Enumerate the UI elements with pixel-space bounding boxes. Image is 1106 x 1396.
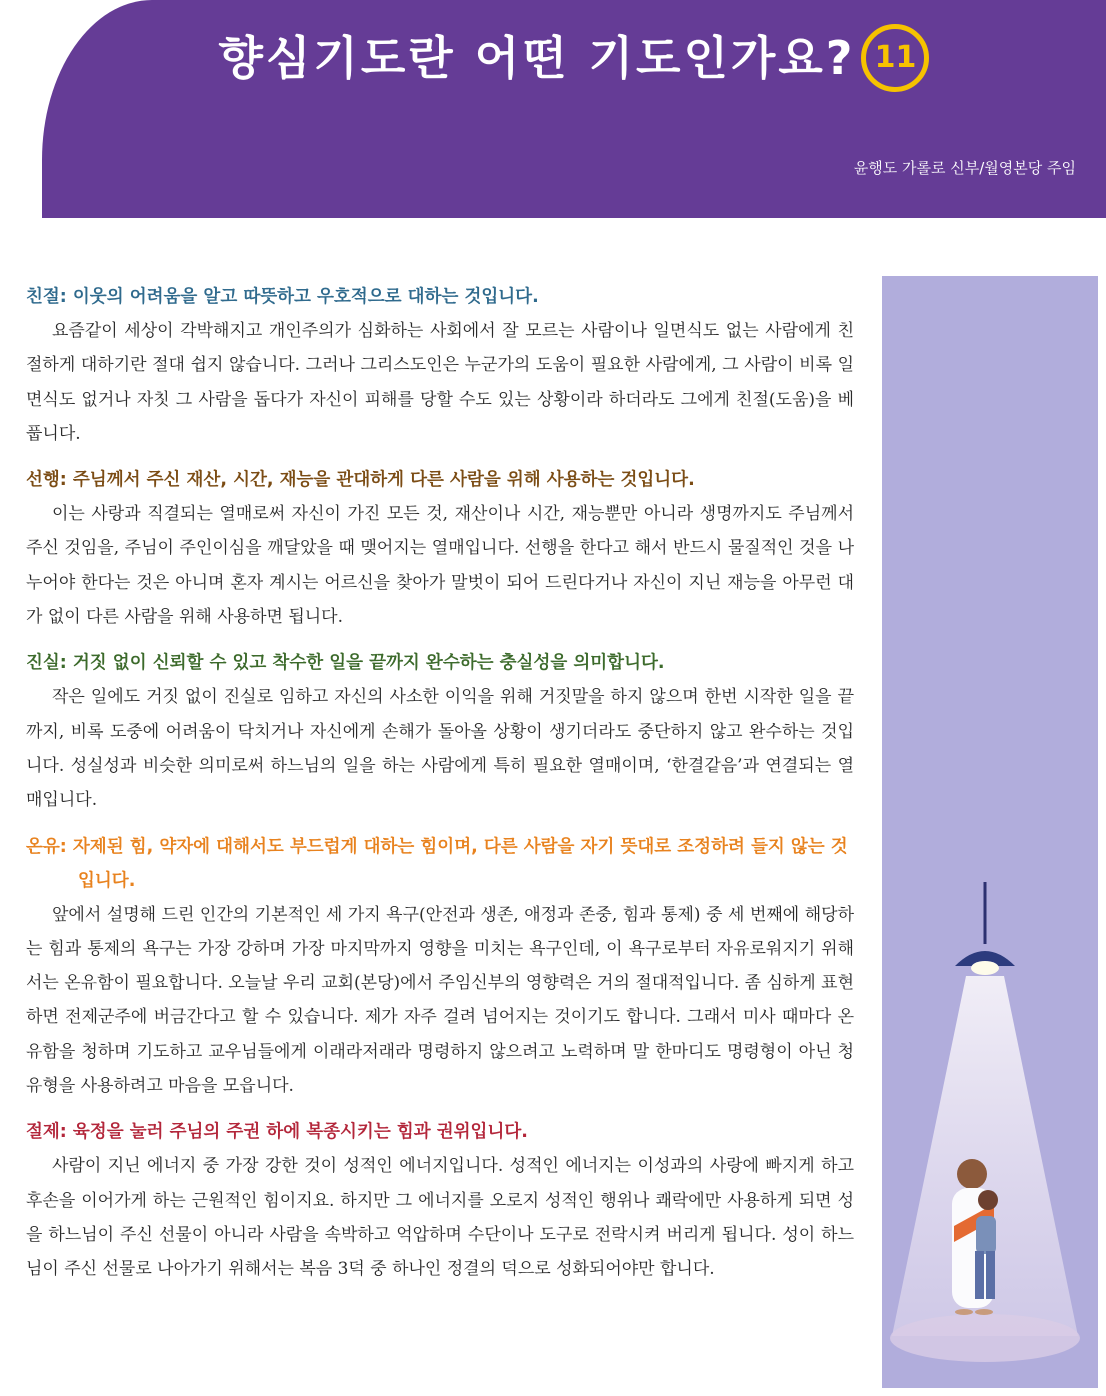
section-self-control	[26, 1115, 854, 1286]
section-body: 요즘같이 세상이 각박해지고 개인주의가 심화하는 사회에서 잘 모르는 사람이나 일면식도 없는 사람에게 친절하게 대하기란 절대 쉽지 않습니다. 그러나 그리스도인은 누군가의 도움이 필요한 사람에게, 그 사람이 비록 일면식도 없거나 자칫 그 사람을 돕다가 자신이 피해를 당할 수도 있는 상황이라 하더라도 그에게 친절(도움)을 베풉니다.	[26, 321, 854, 444]
side-illustration-panel	[882, 276, 1098, 1388]
page-title	[42, 22, 1106, 96]
lamp-bulb	[971, 961, 999, 975]
section-goodness	[26, 463, 854, 634]
light-pool	[890, 1314, 1080, 1362]
section-body: 사람이 지닌 에너지 중 가장 강한 것이 성적인 에너지입니다. 성적인 에너지는 이성과의 사랑에 빠지게 하고 후손을 이어가게 하는 근원적인 힘이지요. 하지만 그 에너지를 오로지 성적인 행위나 쾌락에만 사용하게 되면 성을 하느님이 주신 선물이 아니라 사람을 속박하고 억압하며 수단이나 도구로 전락시켜 버리게 됩니다. 성이 하느님이 주신 선물로 나아가기 위해서는 복음 3덕 중 하나인 정결의 덕으로 성화되어야만 합니다.	[26, 1156, 854, 1280]
issue-number-badge: 11	[861, 24, 929, 92]
title-text: 향심기도란 어떤 기도인가요?	[218, 31, 856, 85]
section-heading: 친절: 이웃의 어려움을 알고 따뜻하고 우호적으로 대하는 것입니다.	[26, 287, 539, 307]
header-banner	[42, 0, 1106, 218]
crescent-moon-icon	[893, 940, 912, 962]
section-kindness	[26, 280, 854, 451]
section-body: 이는 사랑과 직결되는 열매로써 자신이 가진 모든 것, 재산이나 시간, 재능뿐만 아니라 생명까지도 주님께서 주신 것임을, 주님이 주인이심을 깨달았을 때 맺어지는 열매입니다. 선행을 한다고 해서 반드시 물질적인 것을 나누어야 한다는 것은 아니며 혼자 계시는 어르신을 찾아가 말벗이 되어 드린다거나 자신이 지닌 재능을 아무런 대가 없이 다른 사람을 위해 사용하면 됩니다.	[26, 504, 854, 628]
section-heading: 절제: 육정을 눌러 주님의 주권 하에 복종시키는 힘과 권위입니다.	[26, 1122, 528, 1143]
section-body: 작은 일에도 거짓 없이 진실로 임하고 자신의 사소한 이익을 위해 거짓말을 하지 않으며 한번 시작한 일을 끝까지, 비록 도중에 어려움이 닥치거나 자신에게 손해가 돌아올 상황이 생기더라도 중단하지 않고 완수하는 것입니다. 성실성과 비슷한 의미로써 하느님의 일을 하는 사람에게 특히 필요한 열매이며, ‘한결같음’과 연결되는 열매입니다.	[26, 687, 854, 811]
section-gentleness	[26, 830, 854, 1104]
section-heading: 진실: 거짓 없이 신뢰할 수 있고 착수한 일을 끝까지 완수하는 충실성을 의미합니다.	[26, 653, 665, 674]
section-heading: 온유: 자제된 힘, 약자에 대해서도 부드럽게 대하는 힘이며, 다른 사람을 자기 뜻대로 조정하려 들지 않는 것입니다.	[26, 836, 848, 891]
section-heading: 선행: 주님께서 주신 재산, 시간, 재능을 관대하게 다른 사람을 위해 사용하는 것입니다.	[26, 470, 695, 491]
lamp-illustration	[882, 276, 1098, 1388]
section-faithfulness	[26, 646, 854, 817]
author-byline: 윤행도 가롤로 신부/월영본당 주임	[853, 159, 1076, 177]
section-body: 앞에서 설명해 드린 인간의 기본적인 세 가지 욕구(안전과 생존, 애정과 존중, 힘과 통제) 중 세 번째에 해당하는 힘과 통제의 욕구는 가장 강하며 가장 마지막까지 영향을 미치는 욕구인데, 이 욕구로부터 자유로워지기 위해서는 온유함이 필요합니다. 오늘날 우리 교회(본당)에서 주임신부의 영향력은 거의 절대적입니다. 좀 심하게 표현하면 전제군주에 버금간다고 할 수 있습니다. 제가 자주 걸려 넘어지는 것이기도 합니다. 그래서 미사 때마다 온유함을 청하며 기도하고 교우님들에게 이래라저래라 명령하지 않으려고 노력하며 말 한마디도 명령형이 아닌 청유형을 사용하려고 마음을 모읍니다.	[26, 904, 854, 1097]
article-content	[26, 280, 854, 1299]
